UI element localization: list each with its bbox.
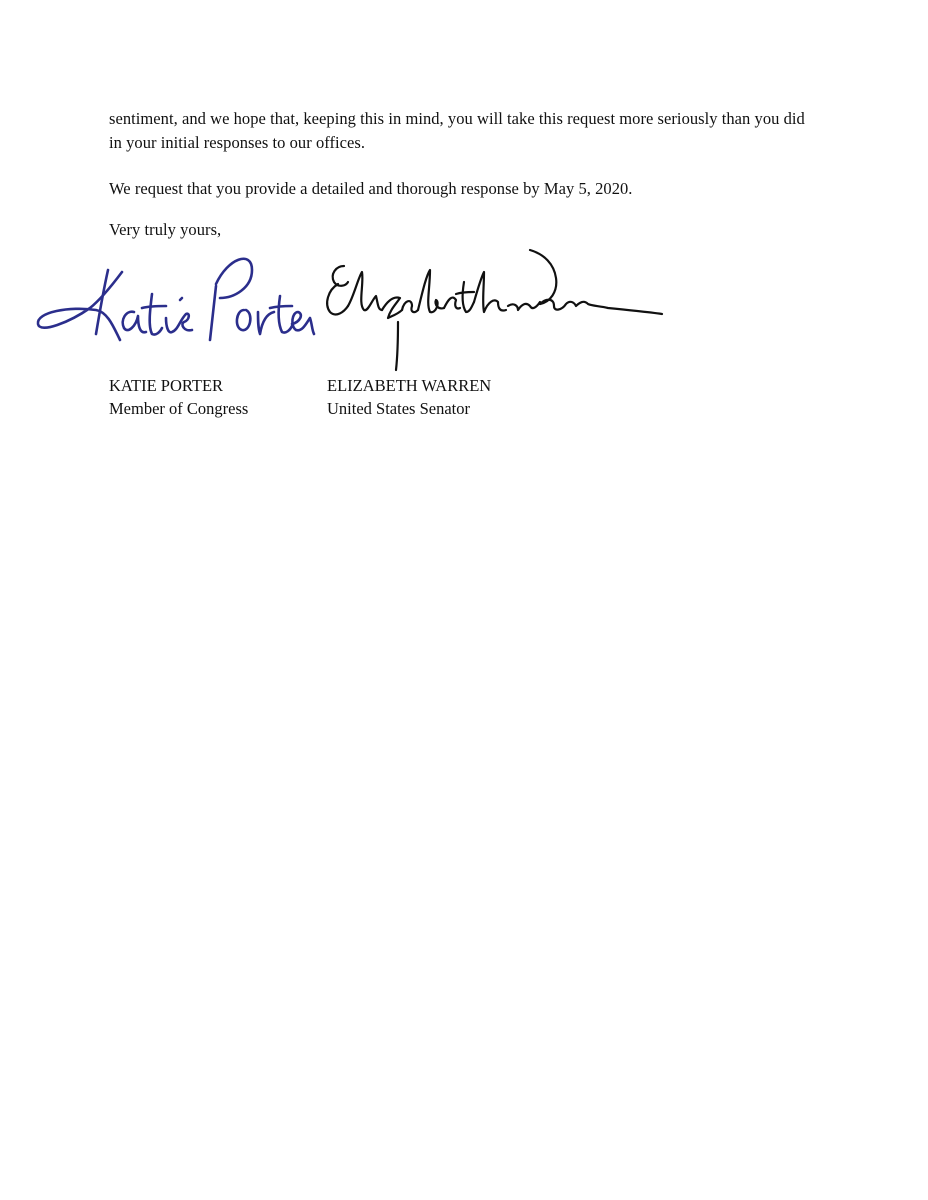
signer-katie-porter: [109, 374, 248, 420]
closing-salutation: Very truly yours,: [109, 220, 222, 239]
paragraph-1-line-2: in your initial responses to our offices.: [109, 133, 366, 152]
signer-name: KATIE PORTER: [109, 376, 224, 395]
signature-katie-porter: [30, 248, 320, 358]
paragraph-1-line-1: sentiment, and we hope that, keeping this in mind, you will take this request more seriously than you did: [109, 109, 805, 128]
signer-title: Member of Congress: [109, 399, 249, 418]
paragraph-2-line-1: We request that you provide a detailed and thorough response by May 5, 2020.: [109, 179, 633, 198]
signer-elizabeth-warren: [327, 374, 491, 420]
signer-name: ELIZABETH WARREN: [327, 376, 492, 395]
signer-title: United States Senator: [327, 399, 470, 418]
signature-elizabeth-warren: [318, 244, 668, 374]
